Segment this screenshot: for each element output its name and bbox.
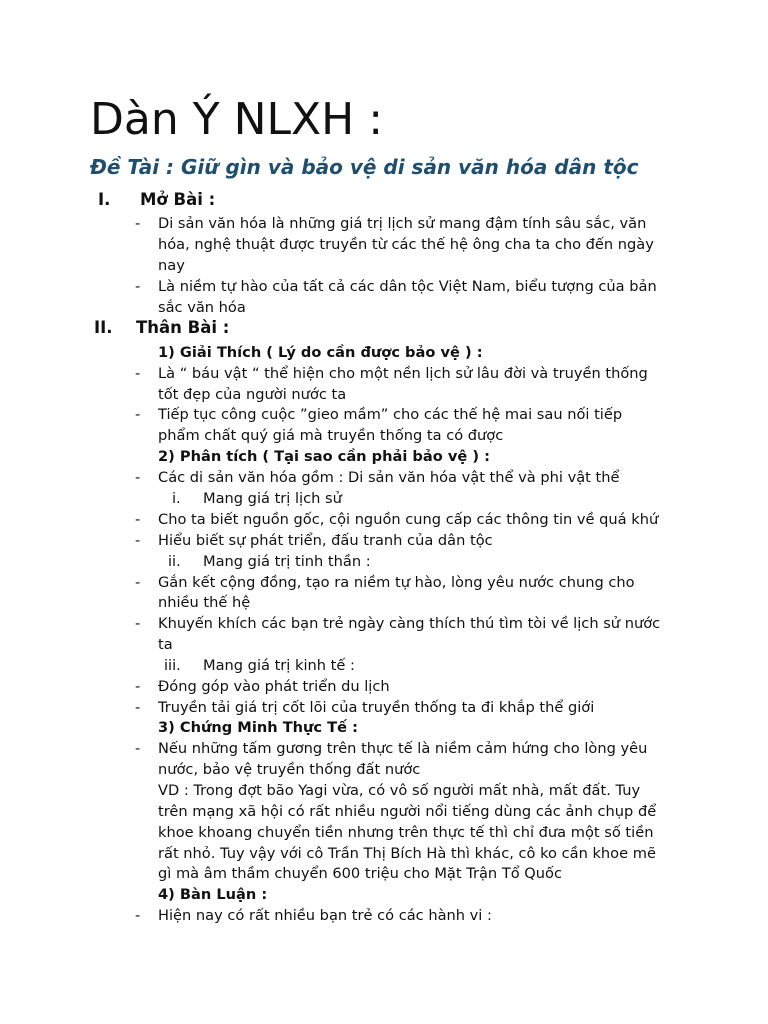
bullet-dash: - xyxy=(135,678,141,695)
text-line: Hiện nay có rất nhiều bạn trẻ có các hành vi : xyxy=(158,907,492,924)
bullet-dash: - xyxy=(135,215,141,232)
text-line: Tiếp tục công cuộc ”gieo mầm” cho các thế hệ mai sau nối tiếp xyxy=(158,406,623,423)
text-line: nay xyxy=(158,257,185,274)
text-line: Hiểu biết sự phát triển, đấu tranh của dân tộc xyxy=(158,532,493,549)
roman-numeral: ii. xyxy=(168,553,181,570)
bullet-dash: - xyxy=(135,574,141,591)
subheading-giai-thich: 1) Giải Thích ( Lý do cần được bảo vệ ) : xyxy=(158,344,483,361)
bullet-dash: - xyxy=(135,532,141,549)
text-line: Gắn kết cộng đồng, tạo ra niềm tự hào, lòng yêu nước chung cho xyxy=(158,574,635,591)
example-line: VD : Trong đợt bão Yagi vừa, có vô số người mất nhà, mất đất. Tuy xyxy=(158,782,641,799)
text-line: Là “ báu vật “ thể hiện cho một nền lịch sử lâu đời và truyền thống xyxy=(158,365,648,382)
text-line: Cho ta biết nguồn gốc, cội nguồn cung cấp các thông tin về quá khứ xyxy=(158,511,659,528)
text-line: Khuyến khích các bạn trẻ ngày càng thích thú tìm tòi về lịch sử nước xyxy=(158,615,661,632)
text-line: hóa, nghệ thuật được truyền từ các thế hệ ông cha ta cho đến ngày xyxy=(158,236,654,253)
topic-heading: Đề Tài : Giữ gìn và bảo vệ di sản văn hóa dân tộc xyxy=(90,155,639,179)
bullet-dash: - xyxy=(135,907,141,924)
text-line: Nếu những tấm gương trên thực tế là niềm cảm hứng cho lòng yêu xyxy=(158,740,648,757)
text-line: Mang giá trị kinh tế : xyxy=(203,657,355,674)
roman-numeral: i. xyxy=(172,490,181,507)
text-line: ta xyxy=(158,636,173,653)
section-label: Mở Bài : xyxy=(140,190,216,209)
text-line: Truyền tải giá trị cốt lõi của truyền thống ta đi khắp thể giới xyxy=(158,699,595,716)
bullet-dash: - xyxy=(135,406,141,423)
bullet-dash: - xyxy=(135,278,141,295)
bullet-dash: - xyxy=(135,365,141,382)
subheading-phan-tich: 2) Phân tích ( Tại sao cần phải bảo vệ ) : xyxy=(158,448,490,465)
example-line: gì mà âm thầm chuyển 600 triệu cho Mặt Trận Tổ Quốc xyxy=(158,865,562,882)
example-line: rất nhỏ. Tuy vậy với cô Trần Thị Bích Hà thì khác, cô ko cần khoe mẽ xyxy=(158,845,656,862)
roman-numeral: iii. xyxy=(164,657,181,674)
text-line: Di sản văn hóa là những giá trị lịch sử mang đậm tính sâu sắc, văn xyxy=(158,215,647,232)
text-line: Các di sản văn hóa gồm : Di sản văn hóa vật thể và phi vật thể xyxy=(158,469,620,486)
section-number: I. xyxy=(98,190,111,209)
text-line: Mang giá trị lịch sử xyxy=(203,490,342,507)
example-line: trên mạng xã hội có rất nhiều người nổi tiếng dùng các ảnh chụp để xyxy=(158,803,657,820)
text-line: nhiều thế hệ xyxy=(158,594,251,611)
example-line: khoe khoang chuyển tiền nhưng trên thực tế thì chỉ đưa một số tiền xyxy=(158,824,654,841)
section-label: Thân Bài : xyxy=(136,318,230,337)
text-line: phẩm chất quý giá mà truyền thống ta có được xyxy=(158,427,504,444)
subheading-ban-luan: 4) Bàn Luận : xyxy=(158,886,268,903)
text-line: sắc văn hóa xyxy=(158,299,246,316)
bullet-dash: - xyxy=(135,615,141,632)
bullet-dash: - xyxy=(135,699,141,716)
text-line: Mang giá trị tinh thần : xyxy=(203,553,371,570)
text-line: tốt đẹp của người nước ta xyxy=(158,386,347,403)
text-line: Là niềm tự hào của tất cả các dân tộc Việt Nam, biểu tượng của bản xyxy=(158,278,657,295)
section-number: II. xyxy=(94,318,113,337)
subheading-chung-minh: 3) Chứng Minh Thực Tế : xyxy=(158,719,358,736)
page-title: Dàn Ý NLXH : xyxy=(90,94,384,145)
bullet-dash: - xyxy=(135,469,141,486)
bullet-dash: - xyxy=(135,740,141,757)
bullet-dash: - xyxy=(135,511,141,528)
text-line: nước, bảo vệ truyền thống đất nước xyxy=(158,761,421,778)
text-line: Đóng góp vào phát triển du lịch xyxy=(158,678,390,695)
